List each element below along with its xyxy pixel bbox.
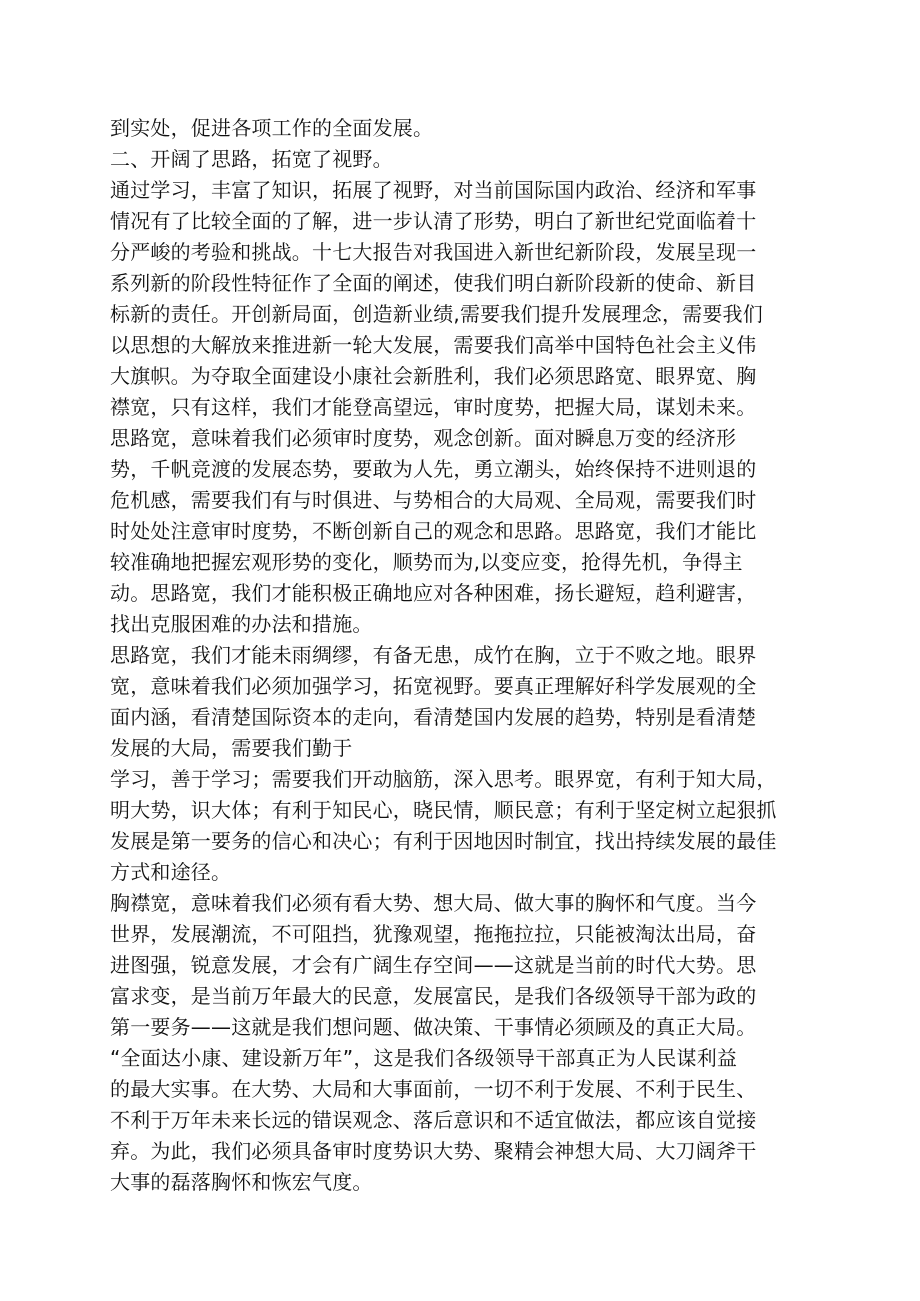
- text-line: 襟宽，只有这样，我们才能登高望远，审时度势，把握大局，谋划未来。: [110, 395, 757, 419]
- text-line: 动。思路宽，我们才能积极正确地应对各种困难，扬长避短，趋利避害，: [110, 581, 757, 605]
- text-line: 到实处，促进各项工作的全面发展。: [110, 116, 434, 140]
- text-line: 较准确地把握宏观形势的变化，顺势而为,以变应变，抢得先机，争得主: [110, 550, 743, 574]
- text-line: 发展的大局，需要我们勤于: [110, 736, 353, 760]
- text-line: 富求变，是当前万年最大的民意，发展富民，是我们各级领导干部为政的: [110, 984, 757, 1008]
- text-line: 宽，意味着我们必须加强学习，拓宽视野。要真正理解好科学发展观的全: [110, 674, 757, 698]
- text-line: 明大势，识大体；有利于知民心，晓民情，顺民意；有利于坚定树立起狠抓: [110, 798, 777, 822]
- text-line: 时处处注意审时度势，不断创新自己的观念和思路。思路宽，我们才能比: [110, 519, 757, 543]
- text-line: 危机感，需要我们有与时俱进、与势相合的大局观、全局观，需要我们时: [110, 488, 757, 512]
- text-line: 学习，善于学习；需要我们开动脑筋，深入思考。眼界宽，有利于知大局，: [110, 767, 777, 791]
- text-line: 通过学习，丰富了知识，拓展了视野，对当前国际国内政治、经济和军事: [110, 178, 757, 202]
- text-line: 找出克服困难的办法和措施。: [110, 612, 373, 636]
- text-line: 胸襟宽，意味着我们必须有看大势、想大局、做大事的胸怀和气度。当今: [110, 891, 757, 915]
- text-line: 第一要务——这就是我们想问题、做决策、干事情必须顾及的真正大局。: [110, 1015, 757, 1039]
- text-line: 弃。为此，我们必须具备审时度势识大势、聚精会神想大局、大刀阔斧干: [110, 1139, 757, 1163]
- text-line: 不利于万年未来长远的错误观念、落后意识和不适宜做法，都应该自觉接: [110, 1108, 757, 1132]
- text-line: 分严峻的考验和挑战。十七大报告对我国进入新世纪新阶段，发展呈现一: [110, 240, 757, 264]
- text-line: 思路宽，意味着我们必须审时度势，观念创新。面对瞬息万变的经济形: [110, 426, 737, 450]
- text-line: 标新的责任。开创新局面，创造新业绩,需要我们提升发展理念，需要我们: [110, 302, 763, 326]
- text-line: 面内涵，看清楚国际资本的走向，看清楚国内发展的趋势，特别是看清楚: [110, 705, 757, 729]
- text-line: 大旗帜。为夺取全面建设小康社会新胜利，我们必须思路宽、眼界宽、胸: [110, 364, 757, 388]
- text-line: 势，千帆竞渡的发展态势，要敢为人先，勇立潮头，始终保持不进则退的: [110, 457, 757, 481]
- text-line: 方式和途径。: [110, 860, 232, 884]
- text-line: “全面达小康、建设新万年”，这是我们各级领导干部真正为人民谋利益: [110, 1046, 738, 1070]
- text-line: 世界，发展潮流，不可阻挡，犹豫观望，拖拖拉拉，只能被淘汰出局，奋: [110, 922, 757, 946]
- section-heading: 二、开阔了思路，拓宽了视野。: [110, 147, 393, 171]
- text-line: 系列新的阶段性特征作了全面的阐述，使我们明白新阶段新的使命、新目: [110, 271, 757, 295]
- text-line: 情况有了比较全面的了解，进一步认清了形势，明白了新世纪党面临着十: [110, 209, 757, 233]
- text-line: 发展是第一要务的信心和决心；有利于因地因时制宜，找出持续发展的最佳: [110, 829, 777, 853]
- text-line: 以思想的大解放来推进新一轮大发展，需要我们高举中国特色社会主义伟: [110, 333, 757, 357]
- text-line: 思路宽，我们才能未雨绸缪，有备无患，成竹在胸，立于不败之地。眼界: [110, 643, 757, 667]
- text-line: 的最大实事。在大势、大局和大事面前，一切不利于发展、不利于民生、: [110, 1077, 757, 1101]
- text-line: 大事的磊落胸怀和恢宏气度。: [110, 1170, 373, 1194]
- text-line: 进图强，锐意发展，才会有广阔生存空间——这就是当前的时代大势。思: [110, 953, 757, 977]
